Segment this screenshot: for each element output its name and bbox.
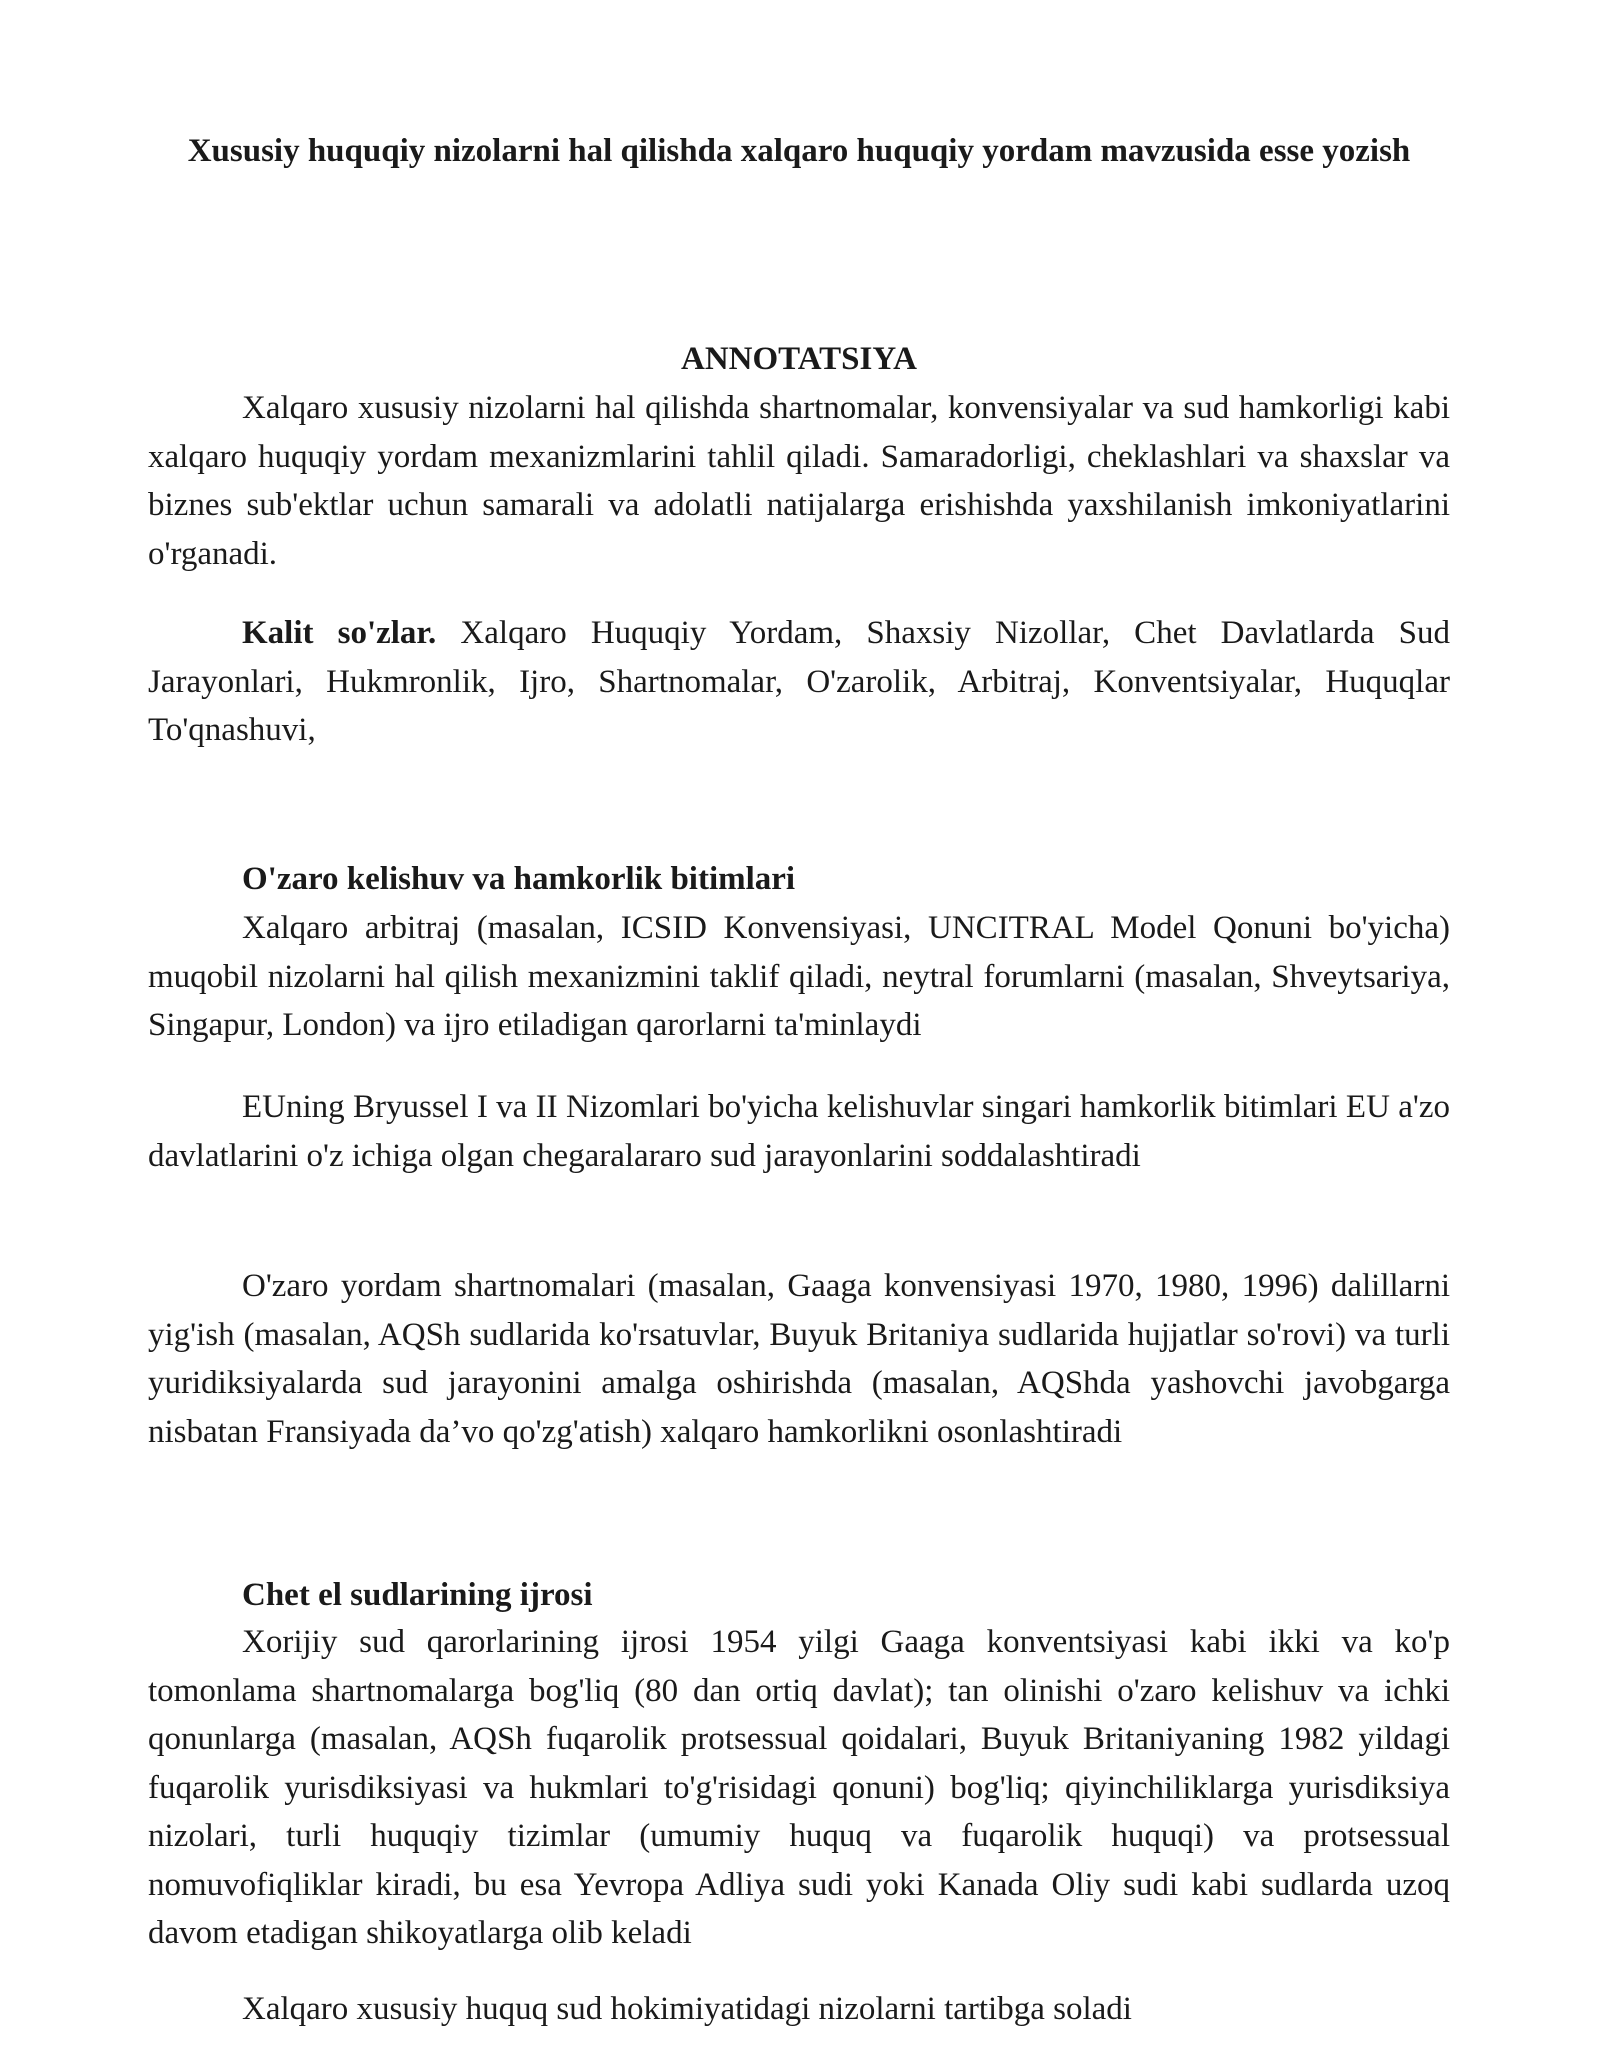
section1-paragraph-2: EUning Bryussel I va II Nizomlari bo'yicha kelishuvlar singari hamkorlik bitimlari EU a'zo davlatlarini o'z ichiga olgan chegaralararo sud jarayonlarini soddalashtiradi xyxy=(148,1089,1450,1174)
section2-paragraph-1: Xorijiy sud qarorlarining ijrosi 1954 yilgi Gaaga konventsiyasi kabi ikki va ko'p tomonlama shartnomalarga bog'liq (80 dan ortiq davlat); tan olinishi o'zaro kelishuv va ichki qonunlarga (masalan, AQSh fuqarolik protsessual qoidalari, Buyuk Britaniyaning 1982 yildagi fuqarolik yurisdiksiyasi va hukmlari to'g'risidagi qonuni) bog'liq; qiyinchiliklarga yurisdiksiya nizolari, turli huquqiy tizimlar (umumiy huquq va fuqarolik huquqi) va protsessual nomuvofiqliklar kiradi, bu esa Yevropa Adliya sudi yoki Kanada Oliy sudi kabi sudlarda uzoq davom etadigan shikoyatlarga olib keladi xyxy=(148,1624,1450,1951)
document-title: Xususiy huquqiy nizolarni hal qilishda xalqaro huquqiy yordam mavzusida esse yozish xyxy=(187,133,1411,169)
section2-paragraph-2: Xalqaro xususiy huquq sud hokimiyatidagi nizolarni tartibga soladi xyxy=(242,1991,1132,2027)
annotation-heading: ANNOTATSIYA xyxy=(681,341,917,377)
keywords-text: Xalqaro Huquqiy Yordam, Shaxsiy Nizollar, Chet Davlatlarda Sud Jarayonlari, Hukmronlik, Ijro, Shartnomalar, O'zarolik, Arbitraj, Konventsiyalar, Huquqlar To'qnashuvi, xyxy=(148,615,1450,748)
section-heading-enforcement: Chet el sudlarining ijrosi xyxy=(242,1577,593,1613)
keywords-paragraph xyxy=(148,609,1450,755)
keywords-label: Kalit so'zlar. xyxy=(242,615,437,651)
section-heading-agreements: O'zaro kelishuv va hamkorlik bitimlari xyxy=(242,861,796,897)
annotation-text: Xalqaro xususiy nizolarni hal qilishda shartnomalar, konvensiyalar va sud hamkorligi kabi xalqaro huquqiy yordam mexanizmlarini tahlil qiladi. Samaradorligi, cheklashlari va shaxslar va biznes sub'ektlar uchun samarali va adolatli natijalarga erishishda yaxshilanish imkoniyatlarini o'rganadi. xyxy=(148,390,1450,572)
section1-paragraph-1: Xalqaro arbitraj (masalan, ICSID Konvensiyasi, UNCITRAL Model Qonuni bo'yicha) muqobil nizolarni hal qilish mexanizmini taklif qiladi, neytral forumlarni (masalan, Shveytsariya, Singapur, London) va ijro etiladigan qarorlarni ta'minlaydi xyxy=(148,910,1450,1043)
section1-paragraph-3: O'zaro yordam shartnomalari (masalan, Gaaga konvensiyasi 1970, 1980, 1996) dalillarni yig'ish (masalan, AQSh sudlarida ko'rsatuvlar, Buyuk Britaniya sudlarida hujjatlar so'rovi) va turli yuridiksiyalarda sud jarayonini amalga oshirishda (masalan, AQShda yashovchi javobgarga nisbatan Fransiyada da’vo qo'zg'atish) xalqaro hamkorlikni osonlashtiradi xyxy=(148,1268,1450,1450)
